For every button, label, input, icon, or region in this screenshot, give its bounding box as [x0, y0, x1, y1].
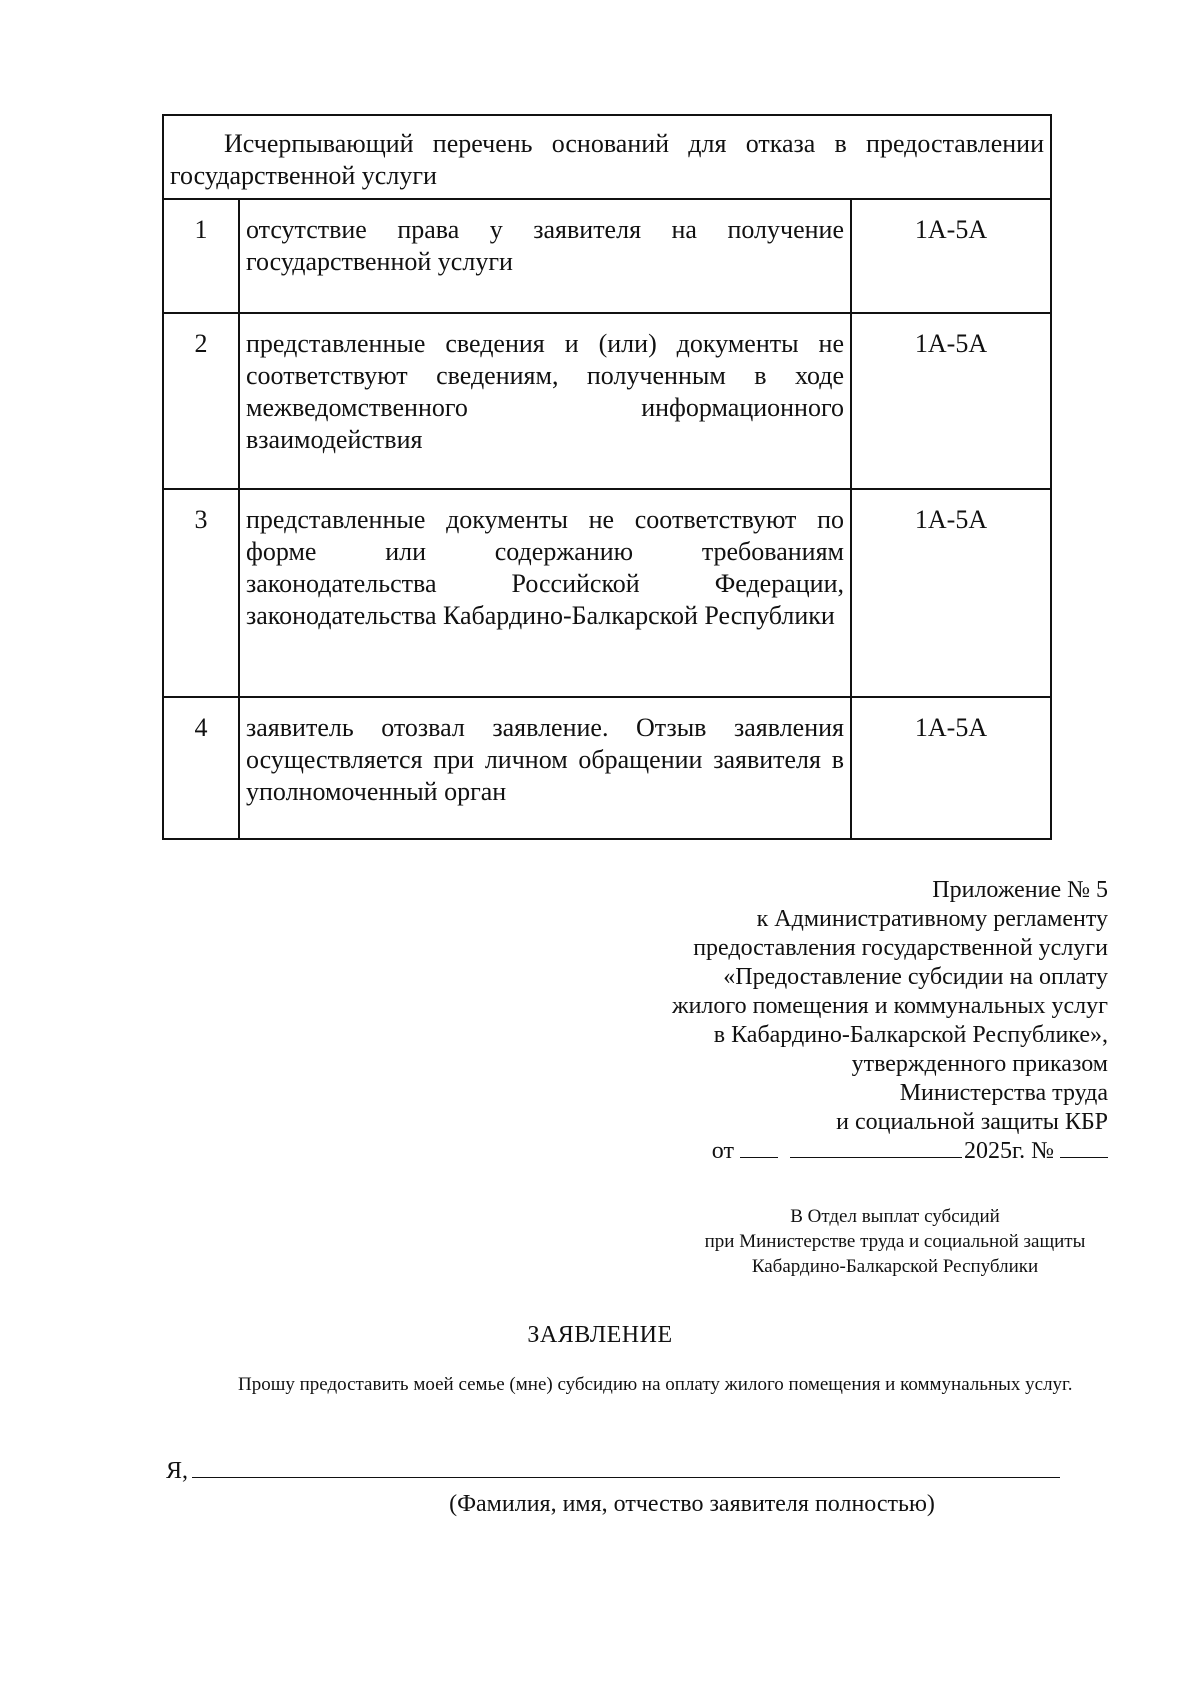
row-number: 4: [163, 697, 239, 839]
table-row: [163, 697, 1051, 839]
statement-body: Прошу предоставить моей семье (мне) субсидию на оплату жилого помещения и коммунальных услуг.: [238, 1374, 1073, 1395]
applicant-caption: (Фамилия, имя, отчество заявителя полностью): [449, 1491, 935, 1517]
row-code: 1А-5А: [851, 697, 1051, 839]
appendix-line: и социальной защиты КБР: [836, 1109, 1108, 1135]
appendix-line: жилого помещения и коммунальных услуг: [671, 993, 1108, 1019]
day-blank: [740, 1137, 778, 1158]
appendix-line: утвержденного приказом: [851, 1051, 1108, 1077]
row-reason: представленные документы не соответствуют по форме или содержанию требованиям законодательства Российской Федерации, законодательства Кабардино-Балкарской Республики: [239, 489, 851, 697]
table-header-row: [163, 115, 1051, 199]
row-code: 1А-5А: [851, 489, 1051, 697]
row-number: 2: [163, 313, 239, 489]
table-row: [163, 489, 1051, 697]
refusal-grounds-table: [162, 114, 1052, 840]
addressee-line: при Министерстве труда и социальной защиты: [704, 1231, 1086, 1252]
order-date-line: [548, 1137, 1108, 1166]
addressee-line: В Отдел выплат субсидий: [790, 1206, 1000, 1227]
month-blank: [790, 1137, 962, 1158]
addressee-line: Кабардино-Балкарской Республики: [751, 1256, 1039, 1277]
date-year: 2025г. №: [963, 1138, 1054, 1164]
appendix-header: [548, 876, 1108, 1166]
statement-title: ЗАЯВЛЕНИЕ: [527, 1322, 673, 1348]
table-row: [163, 199, 1051, 313]
appendix-line: к Административному регламенту: [756, 906, 1108, 932]
appendix-line: Приложение № 5: [932, 877, 1108, 903]
applicant-name-line: [166, 1455, 1066, 1486]
appendix-line: «Предоставление субсидии на оплату: [723, 964, 1108, 990]
applicant-prefix: Я,: [166, 1458, 189, 1484]
row-number: 3: [163, 489, 239, 697]
row-code: 1А-5А: [851, 199, 1051, 313]
row-number: 1: [163, 199, 239, 313]
table-row: [163, 313, 1051, 489]
addressee-block: [660, 1204, 1130, 1279]
row-reason: заявитель отозвал заявление. Отзыв заявления осуществляется при личном обращении заявителя в уполномоченный орган: [239, 697, 851, 839]
applicant-name-field[interactable]: [192, 1455, 1060, 1478]
appendix-line: Министерства труда: [899, 1080, 1108, 1106]
date-prefix: от: [711, 1138, 734, 1164]
row-code: 1А-5А: [851, 313, 1051, 489]
row-reason: представленные сведения и (или) документы не соответствуют сведениям, полученным в ходе межведомственного информационного взаимодействия: [239, 313, 851, 489]
appendix-line: предоставления государственной услуги: [693, 935, 1108, 961]
table-header: Исчерпывающий перечень оснований для отказа в предоставлении государственной услуги: [163, 115, 1051, 199]
row-reason: отсутствие права у заявителя на получение государственной услуги: [239, 199, 851, 313]
appendix-line: в Кабардино-Балкарской Республике»,: [713, 1022, 1108, 1048]
order-number-blank: [1060, 1137, 1108, 1158]
